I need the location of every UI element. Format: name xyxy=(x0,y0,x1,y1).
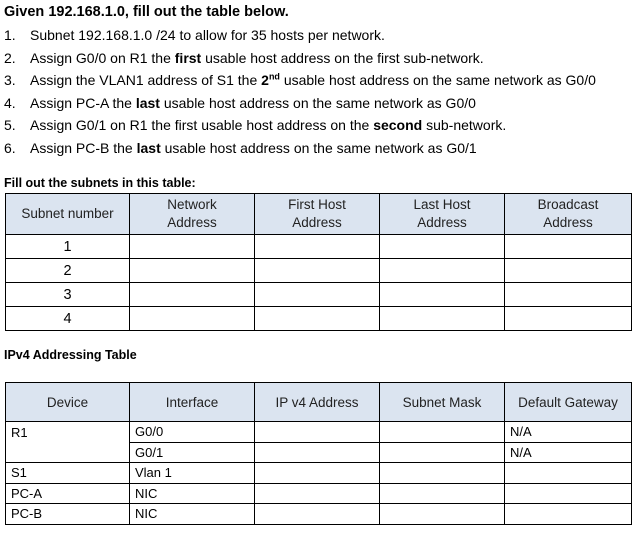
last-host-cell[interactable] xyxy=(380,259,505,283)
item-emphasis: first xyxy=(174,49,202,66)
item-text: usable host address on the same network as G0/1 xyxy=(160,139,477,156)
item-number: 1. xyxy=(4,27,16,43)
item-text: usable host address on the same network as G0/0 xyxy=(159,94,476,111)
table-row xyxy=(6,422,632,443)
table-row xyxy=(6,259,632,283)
item-text: usable host address on the first sub-network. xyxy=(201,49,484,66)
broadcast-cell[interactable] xyxy=(505,235,632,259)
device-cell: PC-A xyxy=(6,483,130,504)
first-host-cell[interactable] xyxy=(255,307,380,331)
item-superscript: nd xyxy=(268,71,280,82)
instruction-item xyxy=(4,114,596,137)
table-row xyxy=(6,463,632,484)
header-subnet-number: Subnet number xyxy=(6,194,130,235)
device-cell: S1 xyxy=(6,463,130,484)
subnets-heading: Fill out the subnets in this table: xyxy=(4,176,196,190)
subnet-mask-cell[interactable] xyxy=(380,442,505,463)
default-gateway-cell[interactable]: N/A xyxy=(505,422,632,443)
header-line: Broadcast xyxy=(537,197,599,212)
table-row xyxy=(6,283,632,307)
header-line: Address xyxy=(417,215,467,230)
default-gateway-cell[interactable] xyxy=(505,483,632,504)
instruction-item xyxy=(4,24,596,47)
item-number: 4. xyxy=(4,94,16,111)
subnets-table xyxy=(5,193,632,331)
instruction-list xyxy=(4,24,596,160)
table-row xyxy=(6,442,632,463)
item-emphasis: second xyxy=(373,117,423,134)
instruction-item xyxy=(4,69,596,92)
item-number: 5. xyxy=(4,117,16,134)
last-host-cell[interactable] xyxy=(380,283,505,307)
header-last-host xyxy=(380,194,505,235)
interface-cell: NIC xyxy=(130,504,255,525)
header-first-host xyxy=(255,194,380,235)
table-row xyxy=(6,307,632,331)
instruction-item xyxy=(4,92,596,115)
interface-cell: NIC xyxy=(130,483,255,504)
device-cell: PC-B xyxy=(6,504,130,525)
ip-address-cell[interactable] xyxy=(255,442,380,463)
header-device: Device xyxy=(6,383,130,422)
broadcast-cell[interactable] xyxy=(505,259,632,283)
item-text: Assign the VLAN1 address of S1 the xyxy=(30,72,262,89)
table-row xyxy=(6,504,632,525)
header-line: Network xyxy=(167,197,217,212)
header-line: Address xyxy=(292,215,342,230)
subnet-number-cell: 3 xyxy=(6,283,130,307)
broadcast-cell[interactable] xyxy=(505,283,632,307)
header-broadcast xyxy=(505,194,632,235)
network-address-cell[interactable] xyxy=(130,235,255,259)
subnet-number-cell: 1 xyxy=(6,235,130,259)
last-host-cell[interactable] xyxy=(380,307,505,331)
subnet-number-cell: 4 xyxy=(6,307,130,331)
item-text: Subnet 192.168.1.0 /24 to allow for 35 hosts per network. xyxy=(30,27,385,43)
header-line: Address xyxy=(543,215,593,230)
header-line: Last Host xyxy=(413,197,471,212)
page-title: Given 192.168.1.0, fill out the table below. xyxy=(4,4,289,20)
header-default-gateway: Default Gateway xyxy=(505,383,632,422)
item-text: Assign PC-A the xyxy=(30,94,136,111)
item-emphasis: 2 xyxy=(261,72,269,89)
ip-address-cell[interactable] xyxy=(255,463,380,484)
first-host-cell[interactable] xyxy=(255,259,380,283)
instruction-item xyxy=(4,137,596,160)
broadcast-cell[interactable] xyxy=(505,307,632,331)
item-emphasis: last xyxy=(136,139,161,156)
network-address-cell[interactable] xyxy=(130,307,255,331)
addressing-table xyxy=(5,382,632,525)
instruction-item xyxy=(4,47,596,70)
header-line: Address xyxy=(167,215,217,230)
item-text: sub-network. xyxy=(422,117,507,134)
subnets-header-row xyxy=(6,194,632,235)
item-text: Assign G0/1 on R1 the first usable host address on the xyxy=(30,117,374,134)
subnet-number-cell: 2 xyxy=(6,259,130,283)
default-gateway-cell[interactable]: N/A xyxy=(505,442,632,463)
first-host-cell[interactable] xyxy=(255,283,380,307)
default-gateway-cell[interactable] xyxy=(505,504,632,525)
first-host-cell[interactable] xyxy=(255,235,380,259)
network-address-cell[interactable] xyxy=(130,283,255,307)
ip-address-cell[interactable] xyxy=(255,504,380,525)
network-address-cell[interactable] xyxy=(130,259,255,283)
header-line: First Host xyxy=(288,197,346,212)
ip-address-cell[interactable] xyxy=(255,483,380,504)
subnet-mask-cell[interactable] xyxy=(380,504,505,525)
interface-cell: Vlan 1 xyxy=(130,463,255,484)
item-text: usable host address on the same network as G0/0 xyxy=(279,72,596,89)
interface-cell: G0/0 xyxy=(130,422,255,443)
header-network-address xyxy=(130,194,255,235)
table-row xyxy=(6,483,632,504)
item-emphasis: last xyxy=(135,94,160,111)
device-cell xyxy=(6,442,130,463)
subnet-mask-cell[interactable] xyxy=(380,463,505,484)
header-ip-address: IP v4 Address xyxy=(255,383,380,422)
header-interface: Interface xyxy=(130,383,255,422)
item-number: 2. xyxy=(4,49,16,66)
item-number: 3. xyxy=(4,72,16,89)
item-text: Assign G0/0 on R1 the xyxy=(30,49,175,66)
table-row xyxy=(6,235,632,259)
interface-cell: G0/1 xyxy=(130,442,255,463)
subnet-mask-cell[interactable] xyxy=(380,422,505,443)
addressing-header-row xyxy=(6,383,632,422)
last-host-cell[interactable] xyxy=(380,235,505,259)
addressing-heading: IPv4 Addressing Table xyxy=(4,348,137,362)
ip-address-cell[interactable] xyxy=(255,422,380,443)
device-cell: R1 xyxy=(6,422,130,443)
subnet-mask-cell[interactable] xyxy=(380,483,505,504)
default-gateway-cell[interactable] xyxy=(505,463,632,484)
header-subnet-mask: Subnet Mask xyxy=(380,383,505,422)
item-number: 6. xyxy=(4,139,16,156)
item-text: Assign PC-B the xyxy=(30,139,137,156)
